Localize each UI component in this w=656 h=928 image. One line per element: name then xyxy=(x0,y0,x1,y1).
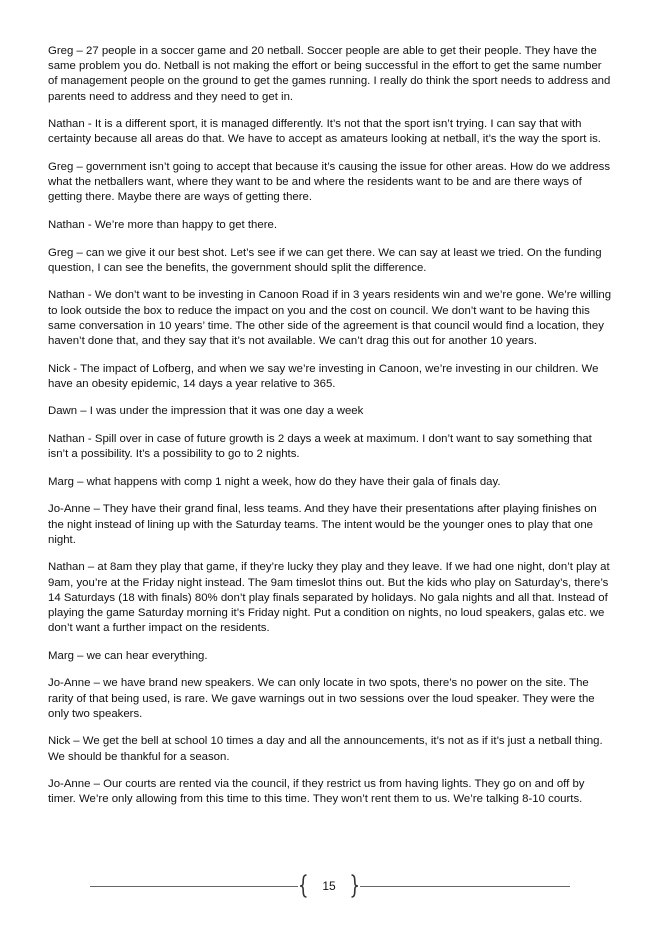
paragraph-jo-anne-3: Jo-Anne – Our courts are rented via the council, if they restrict us from having lights. They go on and off by timer. We’re only allowing from this time to this time. They won’t rent them to us. We’re talking 8-10 courts. xyxy=(48,778,585,806)
paragraph-jo-anne-2: Jo-Anne – we have brand new speakers. We can only locate in two spots, there’s no power on the site. The rarity of that being used, is rare. We gave warnings out in two sessions over the loud speaker. They were the only two speakers. xyxy=(48,677,595,720)
paragraph-marg-1: Marg – what happens with comp 1 night a week, how do they have their gala of finals day. xyxy=(48,475,501,488)
paragraph-greg-1: Greg – 27 people in a soccer game and 20 netball. Soccer people are able to get their people. They have the same problem you do. Netball is not making the effort or being successful in the effort to get the same number of management people on the ground to get the games running. I really do think the sport needs to address and parents need to address and they need to get in. xyxy=(48,45,611,103)
footer-rule-right xyxy=(360,886,570,887)
paragraph-nathan-4: Nathan - Spill over in case of future growth is 2 days a week at maximum. I don’t want to say something that isn’t a possibility. It’s a possibility to go to 2 nights. xyxy=(48,432,592,461)
paragraph-nathan-3: Nathan - We don’t want to be investing in Canoon Road if in 3 years residents win and we’re gone. We’re willing to look outside the box to reduce the impact on you and the cost on council. We don’t want to be having this same conversation in 10 years’ time. The other side of the agreement is that council would find a location, they haven’t done that, and they say that it’s not available. We can’t drag this out for another 10 years. xyxy=(48,289,612,347)
paragraph-dawn-1: Dawn – I was under the impression that it was one day a week xyxy=(48,405,364,418)
paragraph-nathan-5: Nathan – at 8am they play that game, if they’re lucky they play and they leave. If we had one night, don’t play at 9am, you’re at the Friday night instead. The 9am timeslot thins out. But the kids who play on Saturday’s, there’s 14 Saturdays (18 with finals) 80% don’t play finals separated by holidays. No gala nights and all that. Instead of playing the game Saturday morning it’s Friday night. Put a condition on nights, no loud speakers, galas etc. we don’t want a further impact on the residents. xyxy=(48,561,610,635)
paragraph-greg-2: Greg – government isn’t going to accept that because it’s causing the issue for other areas. How do we address what the netballers want, where they want to be and where the residents want to be and are there ways of getting there. Maybe there are ways of getting there. xyxy=(48,161,611,204)
page-footer xyxy=(90,874,570,900)
paragraph-nick-2: Nick – We get the bell at school 10 times a day and all the announcements, it’s not as if it’s just a netball thing. We should be thankful for a season. xyxy=(48,735,603,763)
paragraph-jo-anne-1: Jo-Anne – They have their grand final, less teams. And they have their presentations after playing finishes on the night instead of lining up with the Saturday teams. The intent would be the younger ones to play that one night. xyxy=(48,503,597,546)
paragraph-nick-1: Nick - The impact of Lofberg, and when we say we’re investing in Canoon, we’re investing in our children. We have an obesity epidemic, 14 days a year relative to 365. xyxy=(48,362,599,390)
paragraph-marg-2: Marg – we can hear everything. xyxy=(48,649,208,662)
meeting-transcript xyxy=(48,44,614,820)
footer-rule-left xyxy=(90,886,298,887)
paragraph-nathan-2: Nathan - We’re more than happy to get there. xyxy=(48,219,277,231)
paragraph-nathan-1: Nathan - It is a different sport, it is managed differently. It’s not that the sport isn’t trying. I can say that with certainty because all areas do that. We have to accept as amateurs looking at netball, it’s the way the sport is. xyxy=(48,118,601,146)
paragraph-greg-3: Greg – can we give it our best shot. Let’s see if we can get there. We can say at least we tried. On the funding question, I can see the benefits, the government should split the difference. xyxy=(48,246,602,274)
page-number: 15 xyxy=(322,879,336,893)
right-brace-icon xyxy=(350,874,359,898)
left-brace-icon xyxy=(299,874,308,898)
